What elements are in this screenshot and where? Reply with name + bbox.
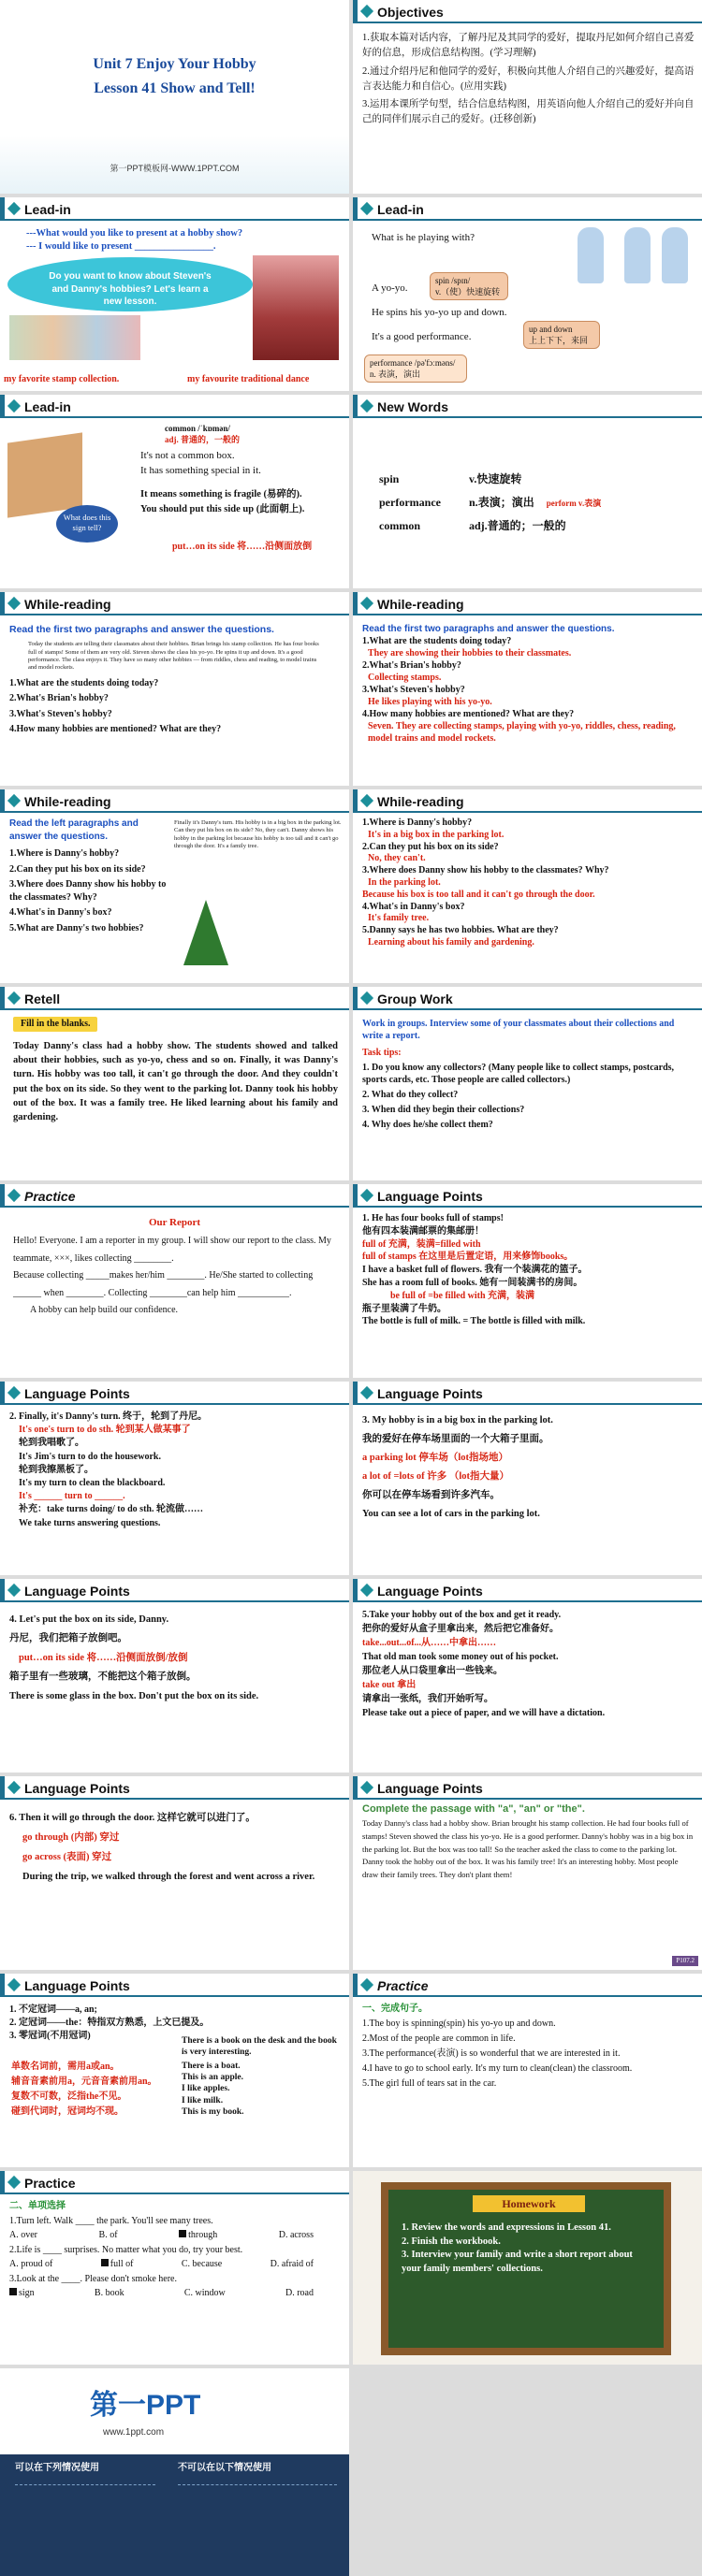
question-item: 1. Do you know any collectors? (Many people like to collect stamps, postcards, sports cards, etc. Those people are called collectors.) [362,1063,675,1085]
question-item: 1.Where is Danny's hobby? [9,848,120,859]
phrase-put-on-side: put…on its side 将……沿侧面放倒 [172,542,313,552]
question-item: 4.How many hobbies are mentioned? What are they? [9,724,222,735]
point-line: It's my turn to clean the blackboard. [19,1477,166,1488]
slide-25-ad [0,2368,349,2576]
mc-options: A. proud of full of C. because D. afraid of [9,2259,314,2269]
report-heading: Our Report [148,1217,201,1228]
word-list [379,468,601,539]
stamp-image [9,315,140,360]
point-line: 你可以在停车场看到许多汽车。 [362,1489,500,1500]
diamond-icon [360,1189,373,1202]
question-item: 2. What do they collect? [362,1090,459,1100]
slide-4-leadin [353,197,702,391]
slide-title: Language Points [24,1386,130,1401]
diamond-icon [7,1189,21,1202]
passage-text: Today Danny's class had a hobby show. Brian brought his stamp collection. He had four books full of stamps! Steven showed the class his yo-yo. He is a good performer. Danny's hobby was in a big box in the parking lot. But the box was too tall! So the teacher asked the class to come to the parking lot. Danny took the hobby out of the box. It was his family tree! It's an interesting hobby. Most people draw their family trees. They don't plant them! [362,1818,694,1879]
slide-12-group-work [353,987,702,1180]
question-line: ---What would you like to present at a hobby show? [26,228,243,239]
slide-5-leadin [0,395,349,588]
slide-title: Practice [24,1189,76,1204]
brand-site: www.1ppt.com [103,2427,165,2438]
diamond-icon [360,1978,373,1991]
slide-title: While-reading [377,597,464,612]
slide-20-language-points [353,1776,702,1970]
report-line: Hello! Everyone. I am a reporter in my group. I will show our report to the class. My teammate, ×××, likes collecting ________. [13,1236,331,1264]
sentence-spin: He spins his yo-yo up and down. [372,307,507,318]
answer-item: Because his box is too tall and it can't go through the door. [362,889,595,900]
mc-options: sign B. book C. window D. road [9,2286,342,2301]
question-item: 4.What's in Danny's box? [362,901,465,912]
point-line: During the trip, we walked through the forest and went across a river. [22,1872,315,1882]
question-item: 3.What's Steven's hobby? [9,708,112,719]
homework-item: 1. Review the words and expressions in Lesson 41. [402,2222,611,2233]
usage-heading: 可以在下列情况使用 [15,2463,99,2473]
point-line: It's ______ turn to ______. [19,1491,125,1502]
diamond-icon [7,399,21,412]
slide-title: While-reading [377,794,464,809]
point-line: 2. Finally, it's Danny's turn. 终于，轮到了丹尼。 [9,1411,208,1422]
slide-title: Lead-in [24,202,71,217]
slide-title: Language Points [24,1978,130,1993]
slide-15-language-points [0,1382,349,1575]
point-line: You can see a lot of cars in the parking lot. [362,1508,540,1519]
diamond-icon [360,991,373,1005]
point-line: It's one's turn to do sth. 轮到某人做某事了 [19,1425,191,1436]
diamond-icon [360,597,373,610]
dance-image [253,255,339,360]
exercise-item: 1.The boy is spinning(spin) his yo-yo up and down. [362,2019,556,2029]
answer-item: In the parking lot. [368,876,441,888]
slide-6-new-words [353,395,702,588]
slide-title: Language Points [377,1189,483,1204]
rhyme-line: 单数名词前，需用a或an。 [11,2062,120,2072]
rhyme-line: 复数不可数，泛指the不见。 [11,2091,127,2102]
lesson-title: Lesson 41 Show and Tell! [94,80,256,96]
updown-bubble: up and down 上上下下，来回 [523,321,600,349]
rule-line: 2. 定冠词——the：特指双方熟悉，上文已提及。 [9,2018,210,2028]
mc-question: 2.Life is ____ surprises. No matter what you do, try your best. [9,2244,243,2255]
question-item: 2.What's Brian's hobby? [362,660,461,671]
diamond-icon [7,991,21,1005]
boy-figure [578,227,604,283]
usage-list [15,2484,155,2559]
question-line: What is he playing with? [372,232,475,243]
homework-item: 2. Finish the workbook. [402,2236,501,2247]
point-line: full of stamps 在这里是后置定语，用来修饰books。 [362,1252,574,1263]
point-line: Please take out a piece of paper, and we will have a dictation. [362,1708,606,1718]
question-item: 4.What's in Danny's box? [9,907,112,918]
slide-1-title [0,0,349,194]
task-line: Work in groups. Interview some of your classmates about their collections and write a report. [362,1019,675,1041]
point-line: go across (表面) 穿过 [22,1852,112,1862]
slide-14-language-points [353,1184,702,1378]
task-line: Read the first two paragraphs and answer the questions. [362,624,615,634]
example-line: There is a book on the desk and the book is very interesting. [182,2036,337,2058]
question-item: 5.What are Danny's two hobbies? [9,922,144,933]
box-image [7,432,82,517]
slide-7-while-reading [0,592,349,786]
answer-item: Seven. They are collecting stamps, playing with yo-yo, riddles, chess, reading, model trains and model rockets. [368,721,676,744]
point-line: 把你的爱好从盒子里拿出来，然后把它准备好。 [362,1624,559,1634]
answer-item: Learning about his family and gardening. [368,936,534,948]
sentence-1: It's not a common box. [140,450,235,461]
point-line: 4. Let's put the box on its side, Danny. [9,1614,169,1625]
point-line: I have a basket full of flowers. 我有一个装满花的篮子。 [362,1265,588,1276]
question-cloud: Do you want to know about Steven's and Danny's hobbies? Let's learn a new lesson. [7,257,253,311]
point-line: It's Jim's turn to do the housework. [19,1451,161,1462]
diamond-icon [7,794,21,807]
objective-item: 3.运用本课所学句型，结合信息结构图，用英语向他人介绍自己的爱好并向自己的同伴们展示自己的爱好。(迁移创新) [362,99,695,125]
answer-mark [179,2230,186,2237]
exercise-item: 5.The girl full of tears sat in the car. [362,2078,497,2089]
point-line: take out 拿出 [362,1680,417,1690]
question-item: 2.Can they put his box on its side? [362,841,499,852]
slide-title: Practice [377,1978,429,1993]
objective-item: 1.获取本篇对话内容，了解丹尼及其同学的爱好，提取丹尼如何介绍自己喜爱好的信息，形成信息结构图。(学习理解) [362,33,695,59]
slide-23-practice [0,2171,349,2365]
exercise-heading: 二、单项选择 [9,2201,66,2211]
homework-item: 3. Interview your family and write a short report about your family members' collections. [402,2250,633,2275]
slide-title: Lead-in [24,399,71,414]
exercise-heading: 一、完成句子。 [362,2004,428,2014]
mc-question: 1.Turn left. Walk ____ the park. You'll see many trees. [9,2215,213,2226]
slide-title: Language Points [24,1781,130,1796]
point-line: 丹尼，我们把箱子放倒吧。 [9,1633,127,1644]
answer-item: It's in a big box in the parking lot. [368,829,505,840]
question-item: 2.Can they put his box on its side? [9,863,146,875]
slide-title: Language Points [377,1781,483,1796]
diamond-icon [360,5,373,18]
mc-question: 3.Look at the ____. Please don't smoke here. [9,2273,177,2284]
question-item: 3. When did they begin their collections? [362,1105,525,1115]
sentence-4: You should put this side up (此面朝上). [140,504,305,514]
slide-11-retell [0,987,349,1180]
question-item: 3.What's Steven's hobby? [362,685,465,695]
diamond-icon [7,1978,21,1991]
question-item: 1.What are the students doing today? [362,636,512,646]
point-line: 我的爱好在停车场里面的一个大箱子里面。 [362,1433,549,1444]
brand-logo: 第一PPT [90,2390,201,2421]
word-row: common adj.普通的；一般的 [379,519,566,533]
slide-title: New Words [377,399,448,414]
slide-10-while-reading [353,789,702,983]
example-line: This is an apple. [182,2073,243,2083]
slide-title: Objectives [377,5,444,20]
slide-16-language-points [353,1382,702,1575]
point-line: 5.Take your hobby out of the box and get it ready. [362,1610,562,1620]
diamond-icon [7,1386,21,1399]
question-item: 3.Where does Danny show his hobby to the classmates? Why? [362,865,609,876]
question-item: 5.Danny says he has two hobbies. What are they? [362,925,559,936]
diamond-icon [7,1781,21,1794]
diamond-icon [360,794,373,807]
example-line: I like apples. [182,2084,230,2094]
rule-line: 3. 零冠词(不用冠词) [9,2031,91,2041]
point-line: 6. Then it will go through the door. 这样它就可以进门了。 [9,1813,256,1823]
point-line: 他有四本装满邮票的集邮册！ [362,1225,484,1237]
point-line: a lot of =lots of 许多 （lot指大量） [362,1470,510,1482]
slide-9-while-reading [0,789,349,983]
question-item: 1.Where is Danny's hobby? [362,818,473,828]
example-line: I like milk. [182,2095,224,2106]
example-line: This is my book. [182,2107,244,2118]
question-item: 3.Where does Danny show his hobby to the classmates? Why? [9,879,167,903]
boy-figure [624,227,651,283]
point-line: a parking lot 停车场（lot指场地） [362,1452,509,1463]
example-line: There is a boat. [182,2061,241,2071]
spin-bubble: spin /spɪn/ v.（使）快速旋转 [430,272,508,300]
fill-blanks-tag: Fill in the blanks. [13,1017,97,1032]
point-line: be full of =be filled with 充满，装满 [390,1290,535,1301]
point-line: 3. My hobby is in a big box in the parking lot. [362,1415,553,1425]
answer-item: They are showing their hobbies to their classmates. [368,648,572,658]
diamond-icon [7,202,21,215]
point-line: go through (内部) 穿过 [22,1832,120,1843]
diamond-icon [360,1584,373,1597]
unit-title: Unit 7 Enjoy Your Hobby [93,56,256,72]
sentence-2: It has something special in it. [140,465,261,476]
tree-image [183,900,228,965]
point-line: 1. He has four books full of stamps! [362,1213,504,1223]
retell-text: Today Danny's class had a hobby show. The students showed and talked about their hobbies, such as yo-yo, chess and so on. Finally, it was Danny's turn. His hobby was too tall, it can't go through the door. And they couldn't put the box on its side. So they went to the parking lot. Danny took his hobby out of the box. It was a family tree. He liked learning about his family and gardening. [13,1041,338,1123]
slide-title: Language Points [377,1584,483,1599]
diamond-icon [7,2176,21,2189]
answer-mark [101,2259,109,2266]
performance-bubble: performance /pə'fɔːməns/ n. 表演，演出 [364,355,467,383]
rhyme-line: 辅音音素前用a，元音音素前用an。 [11,2077,157,2087]
answer-item: He likes playing with his yo-yo. [368,697,492,707]
report-line: Because collecting _____makes her/him ________. He/She started to collecting ______ when ________. Collecting ________can help him ___________. [13,1270,314,1298]
restriction-heading: 不可以在以下情况使用 [178,2463,271,2473]
slide-21-language-points [0,1974,349,2167]
point-line: 那位老人从口袋里拿出一些钱来。 [362,1666,503,1676]
task-line: Read the first two paragraphs and answer the questions. [9,624,274,635]
point-line: We take turns answering questions. [19,1517,161,1528]
slide-title: Language Points [24,1584,130,1599]
exercise-item: 4.I have to go to school early. It's my turn to clean(clean) the classroom. [362,2063,633,2074]
slide-8-while-reading [353,592,702,786]
slide-title: Lead-in [377,202,424,217]
page-badge: P107.2 [672,1956,698,1966]
question-item: 1.What are the students doing today? [9,677,159,688]
restriction-list [178,2484,337,2559]
point-line: 补充：take turns doing/ to do sth. 轮流做…… [19,1504,203,1515]
reading-text: Today the students are telling their classmates about their hobbies. Brian brings his stamp collection. He has four books full of stamps! Some of them are very old. Steven shows the class his yo-yo. He spins it up and down. It's a good performance. The class enjoys it. They have so many other hobbies — from riddles, chess and reading, to model trains and model rockets. [28,641,319,672]
diamond-icon [360,1386,373,1399]
report-line: A hobby can help build our confidence. [30,1305,179,1315]
sentence-3: It means something is fragile (易碎的). [140,489,302,499]
mc-options: A. over B. of through D. across [9,2230,314,2240]
reading-text: Finally it's Danny's turn. His hobby is in a big box in the parking lot. Can they put his box on its side? No, they can't. Danny shows his hobby in the parking lot because his hobby is too tall and it can't go through the door. It's a family tree. [174,819,342,850]
slide-24-homework [353,2171,702,2365]
caption-stamp: my favorite stamp collection. [4,374,120,384]
diamond-icon [360,399,373,412]
slide-22-practice [353,1974,702,2167]
question-item: 4. Why does he/she collect them? [362,1120,493,1130]
slide-13-practice [0,1184,349,1378]
task-line: Read the left paragraphs and answer the questions. [9,818,139,842]
point-line: put…on its side 将……沿侧面放倒/放倒 [19,1652,188,1663]
point-line: 请拿出一张纸，我们开始听写。 [362,1694,493,1704]
exercise-heading: Complete the passage with "a", "an" or "the". [362,1803,585,1815]
point-line: She has a room full of books. 她有一间装满书的房间。 [362,1277,583,1288]
exercise-item: 3.The performance(表演) is so wonderful that we are interested in it. [362,2048,621,2059]
point-line: That old man took some money out of his pocket. [362,1652,559,1662]
homework-title: Homework [473,2195,585,2212]
point-line: take...out...of...从……中拿出…… [362,1638,497,1648]
answer-mark [9,2288,17,2295]
answer-item: Collecting stamps. [368,673,442,683]
objective-item: 2.通过介绍丹尼和他同学的爱好，积极向其他人介绍自己的兴趣爱好，提高语言表达能力和自信心。(应用实践) [362,65,695,92]
diamond-icon [7,597,21,610]
answer-line: A yo-yo. [372,282,408,294]
question-item: 2.What's Brian's hobby? [9,693,109,704]
exercise-item: 2.Most of the people are common in life. [362,2033,516,2044]
slide-2-objectives [353,0,702,194]
boy-figure [662,227,688,283]
common-box: common /ˈkɒmən/ adj. 普通的，一般的 [165,424,241,445]
slide-title: Language Points [377,1386,483,1401]
caption-dance: my favourite traditional dance [187,374,310,384]
point-line: The bottle is full of milk. = The bottle is filled with milk. [362,1316,586,1327]
slide-title: Retell [24,991,61,1006]
point-line: 轮到我唱歌了。 [19,1438,84,1449]
footer-text: 第一PPT模板网-WWW.1PPT.COM [110,164,240,173]
sentence-performance: It's a good performance. [372,331,472,342]
word-row: performance n.表演；演出 perform v.表演 [379,496,602,510]
slide-title: Practice [24,2176,76,2191]
sign-label: What does this sign tell? [56,505,118,543]
tips-label: Task tips: [362,1048,402,1058]
slide-title: While-reading [24,794,111,809]
point-line: 箱子里有一些玻璃，不能把这个箱子放倒。 [9,1672,197,1683]
chalkboard [381,2182,671,2355]
rule-line: 1. 不定冠词——a, an; [9,2004,97,2015]
diamond-icon [360,1781,373,1794]
slide-title: Group Work [377,991,453,1006]
question-item: 4.How many hobbies are mentioned? What are they? [362,709,575,719]
slide-3-leadin [0,197,349,391]
slide-18-language-points [353,1579,702,1773]
diamond-icon [7,1584,21,1597]
point-line: 瓶子里装满了牛奶。 [362,1303,446,1314]
point-line: full of 充满，装满=filled with [362,1238,481,1250]
diamond-icon [360,202,373,215]
answer-item: No, they can't. [368,853,426,864]
rhyme-line: 碰到代词时，冠词均不现。 [11,2106,124,2117]
answer-line: --- I would like to present ________________. [26,241,216,252]
slide-17-language-points [0,1579,349,1773]
answer-item: It's family tree. [368,913,430,924]
slide-19-language-points [0,1776,349,1970]
slide-title: While-reading [24,597,111,612]
word-row: spin v.快速旋转 [379,472,522,485]
point-line: 轮到我擦黑板了。 [19,1464,94,1475]
point-line: There is some glass in the box. Don't put the box on its side. [9,1690,259,1701]
